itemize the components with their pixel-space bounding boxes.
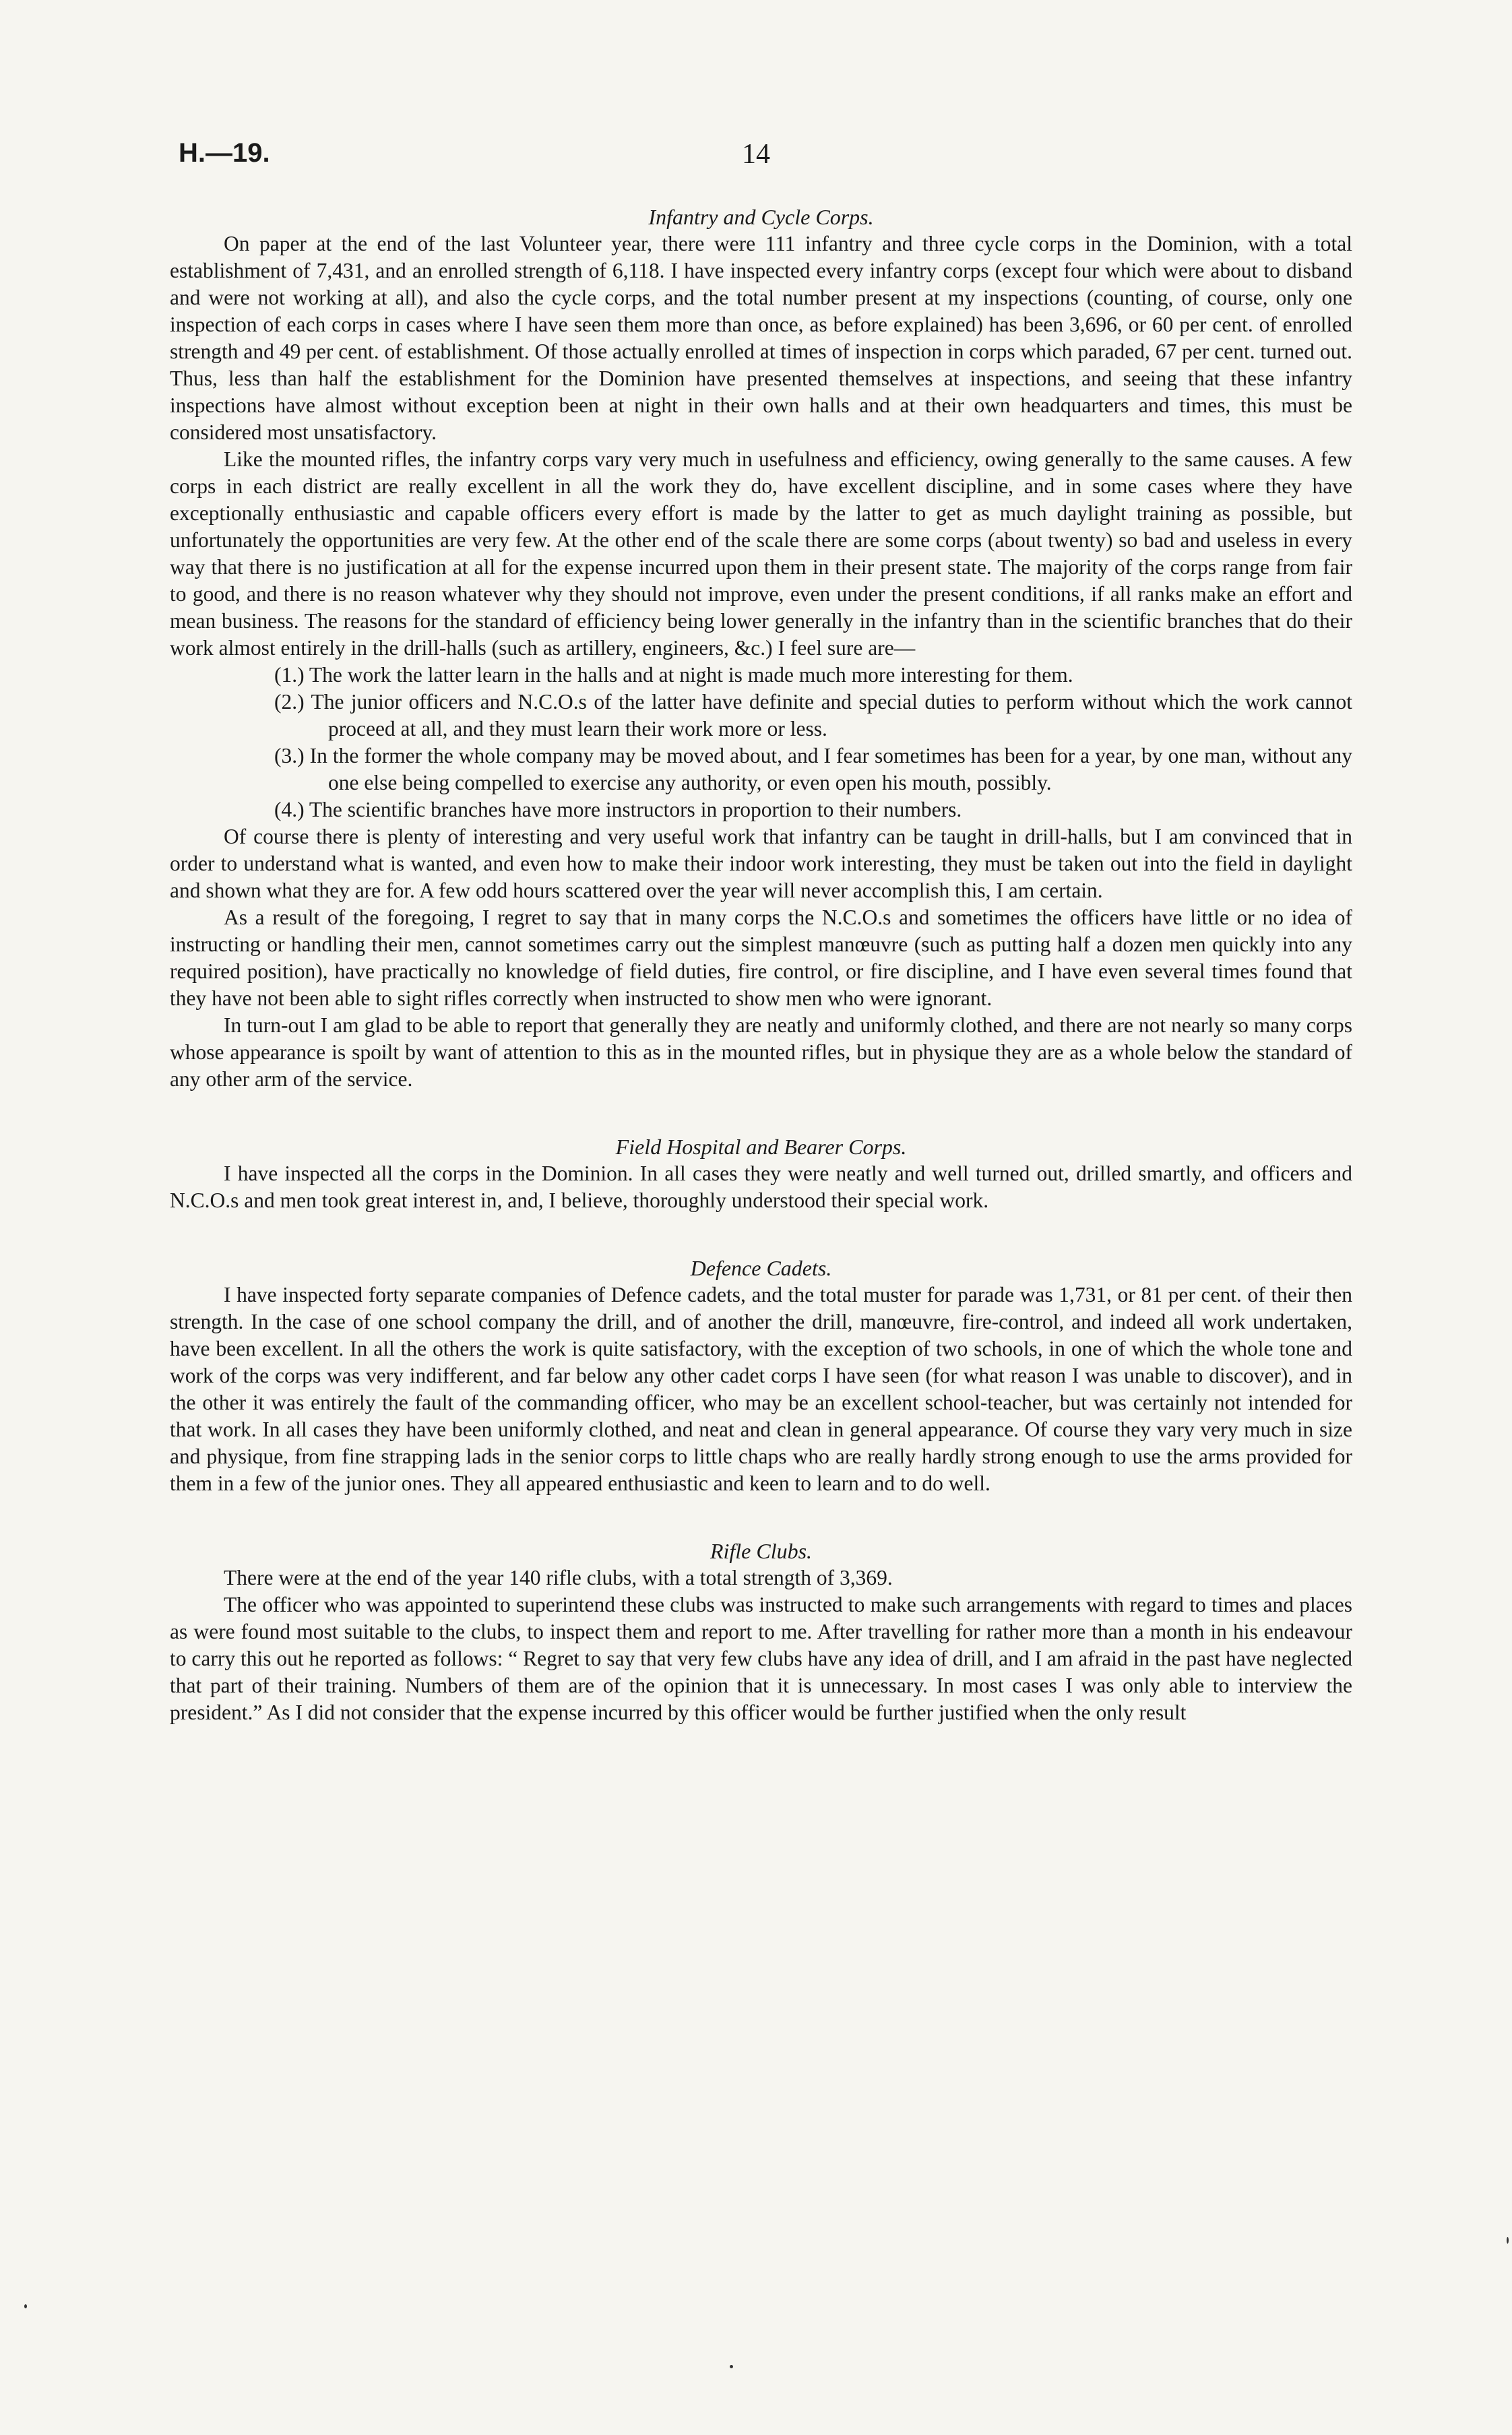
paragraph: The officer who was appointed to superintend these clubs was instructed to make such arrangements with regard to times and places as were found most suitable to the clubs, to inspect them and report to me. After travelling for rather more than a month in his endeavour to carry this out he reported as follows: “ Regret to say that very few clubs have any idea of drill, and I am afraid in the past have neglected that part of their training. Numbers of them are of the opinion that it is unnecessary. In most cases I was only able to interview the president.” As I did not consider that the expense incurred by this officer would be further justified when the only result [170,1593,1352,1724]
reasons-list [170,662,1352,823]
page-header [179,138,1333,179]
paragraph: I have inspected all the corps in the Dominion. In all cases they were neatly and well turned out, drilled smartly, and officers and N.C.O.s and men took great interest in, and, I believe, thoroughly understood their special work. [170,1162,1352,1212]
scan-speck [730,2365,733,2368]
page-number: 14 [742,139,770,170]
list-item: (1.) The work the latter learn in the halls and at night is made much more interesting for them. [274,663,1073,687]
paragraph: Of course there is plenty of interesting and very useful work that infantry can be taught in drill-halls, but I am convinced that in order to understand what is wanted, and even how to make their indoor work interesting, they must be taken out into the field in daylight and shown what they are for. A few odd hours scattered over the year will never accomplish this, I am certain. [170,825,1352,902]
section-heading: Defence Cadets. [690,1256,832,1280]
list-item: (3.) In the former the whole company may be moved about, and I fear sometimes has been for a year, by one man, without any one else being compelled to exercise any authority, or even open his mouth, possibly. [274,744,1352,794]
scan-speck [24,2304,27,2308]
section-heading: Infantry and Cycle Corps. [648,205,874,229]
paragraph: On paper at the end of the last Volunteer year, there were 111 infantry and three cycle corps in the Dominion, with a total establishment of 7,431, and an enrolled strength of 6,118. I have inspected every infantry corps (except four which were about to disband and were not working at all), and also the cycle corps, and the total number present at my inspections (counting, of course, only one inspection of each corps in cases where I have seen them more than once, as before explained) has been 3,696, or 60 per cent. of enrolled strength and 49 per cent. of establishment. Of those actually enrolled at times of inspection in corps which paraded, 67 per cent. turned out. Thus, less than half the establishment for the Dominion have presented themselves at inspections, and seeing that these infantry inspections have almost without exception been at night in their own halls and at their own headquarters and times, this must be considered most unsatisfactory. [170,232,1352,444]
section-defence-cadets [170,1255,1352,1497]
section-rifle-clubs [170,1538,1352,1726]
paragraph: In turn-out I am glad to be able to report that generally they are neatly and uniformly clothed, and there are not nearly so many corps whose appearance is spoilt by want of attention to this as in the mounted rifles, but in physique they are as a whole below the standard of any other arm of the service. [170,1013,1352,1091]
section-field-hospital-bearer-corps [170,1133,1352,1214]
paragraph: I have inspected forty separate companies of Defence cadets, and the total muster for parade was 1,731, or 81 per cent. of their then strength. In the case of one school company the drill, and of another the drill, manœuvre, fire-control, and indeed all work undertaken, have been excellent. In all the others the work is quite satisfactory, with the exception of two schools, in one of which the whole tone and work of the corps was very indifferent, and far below any other cadet corps I have seen (for what reason I was unable to discover), and in the other it was entirely the fault of the commanding officer, who may be an excellent school-teacher, but was certainly not intended for that work. In all cases they have been uniformly clothed, and neat and clean in general appearance. Of course they vary very much in size and physique, from fine strapping lads in the senior corps to little chaps who are really hardly strong enough to use the arms provided for them in a few of the junior ones. They all appeared enthusiastic and keen to learn and to do well. [170,1283,1352,1495]
page-body [170,203,1352,1726]
paragraph: There were at the end of the year 140 rifle clubs, with a total strength of 3,369. [224,1566,893,1589]
section-infantry-cycle-corps [170,203,1352,1093]
scan-speck [1507,2237,1509,2244]
document-reference: H.—19. [179,138,270,168]
list-item: (2.) The junior officers and N.C.O.s of the latter have definite and special duties to perform without which the work cannot proceed at all, and they must learn their work more or less. [274,690,1352,740]
section-heading: Field Hospital and Bearer Corps. [615,1135,907,1159]
paragraph: As a result of the foregoing, I regret to say that in many corps the N.C.O.s and sometimes the officers have little or no idea of instructing or handling their men, cannot sometimes carry out the simplest manœuvre (such as putting half a dozen men quickly into any required position), have practically no knowledge of field duties, fire control, or fire discipline, and I have even several times found that they have not been able to sight rifles correctly when instructed to show men who were ignorant. [170,906,1352,1010]
paragraph: Like the mounted rifles, the infantry corps vary very much in usefulness and efficiency, owing generally to the same causes. A few corps in each district are really excellent in all the work they do, have excellent discipline, and in some cases where they have exceptionally enthusiastic and capable officers every effort is made by the latter to get as much daylight training as possible, but unfortunately the opportunities are very few. At the other end of the scale there are some corps (about twenty) so bad and useless in every way that there is no justification at all for the expense incurred upon them in their present state. The majority of the corps range from fair to good, and there is no reason whatever why they should not improve, even under the present conditions, if all ranks make an effort and mean business. The reasons for the standard of efficiency being lower generally in the infantry than in the scientific branches that do their work almost entirely in the drill-halls (such as artillery, engineers, &c.) I feel sure are— [170,447,1352,660]
section-heading: Rifle Clubs. [710,1539,813,1563]
list-item: (4.) The scientific branches have more instructors in proportion to their numbers. [274,798,962,821]
